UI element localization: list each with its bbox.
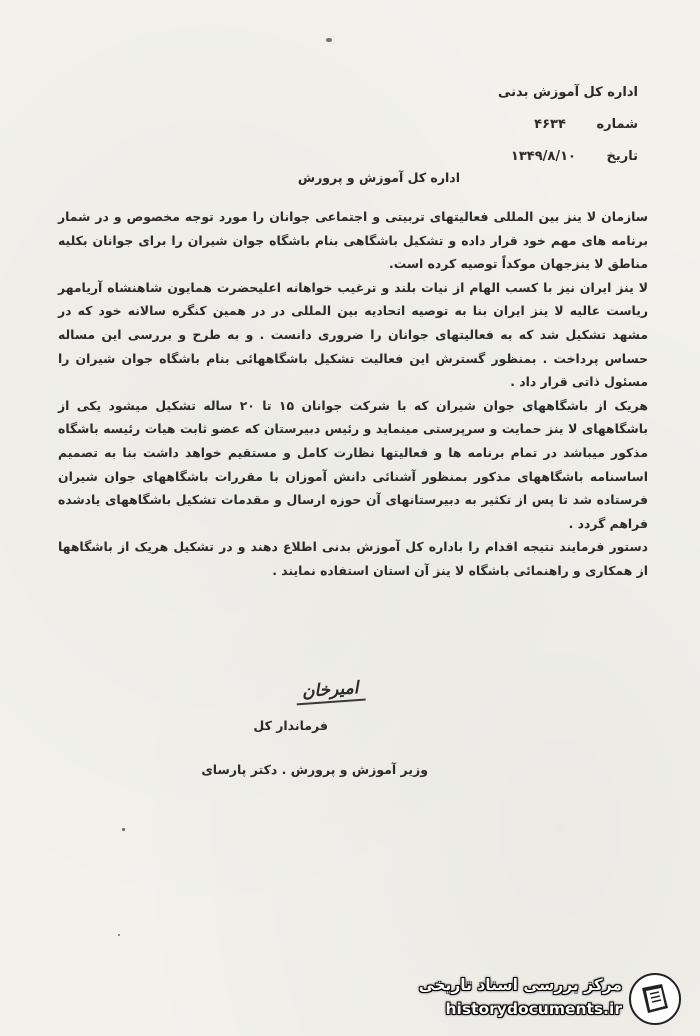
signer-title: فرماندار کل [253,718,328,733]
watermark [384,970,684,1028]
addressee: اداره کل آموزش و پرورش [297,170,460,185]
book-icon [628,972,682,1026]
handwritten-signature: امیرخان [295,678,365,706]
number-value: ۴۶۳۴ [534,117,566,132]
body-paragraph: دستور فرمایند نتیجه اقدام را باداره کل آموزش بدنی اطلاع دهند و در تشکیل هریک از باشگاهها از همکاری و راهنمائی باشگاه لا ینز آن استان استفاده نمایند . [58,539,648,578]
number-label: شماره [596,117,638,132]
ink-speck [118,934,120,936]
body-paragraph: سازمان لا ینز بین المللی فعالیتهای تربیتی و اجتماعی جوانان را مورد توجه مخصوص و در شمار برنامه های مهم خود قرار داده و تشکیل باشگاهی بنام باشگاه جوان شیران را برای جوانان بکلیه مناطق لا ینزجهان موکداً توصیه کرده است. [58,209,648,272]
body-paragraph: لا ینز ایران نیز با کسب الهام از نیات بلند و ترغیب خواهانه اعلیحضرت همایون شاهنشاه آریامهر ریاست عالیه لا ینز ایران بنا به توصیه اتحادیه بین المللی در در همین کنگره سالانه خود که در مشهد تشکیل شد که به فعالیتهای جوانان را ضروری دانست . و به طرح و بررسی این مساله حساس پرداخت . بمنظور گسترش این فعالیت تشکیل باشگاههائی بنام باشگاه جوان شیران را مسئول ذاتی قرار داد . [58,279,648,390]
letter-body [58,205,648,583]
ink-speck [122,828,125,831]
date-value: ۱۳۴۹/۸/۱۰ [510,149,576,164]
letterhead-office [498,78,638,108]
office-name: اداره کل آموزش بدنی [498,85,638,100]
watermark-title: مرکز بررسی اسناد تاریخی [418,976,622,994]
minister-line: وزیر آموزش و پرورش . دکتر پارسای [201,762,428,777]
body-paragraph: هریک از باشگاههای جوان شیران که با شرکت جوانان ۱۵ تا ۲۰ ساله تشکیل میشود یکی از باشگاههای لا ینز حمایت و سرپرستی مینماید و رئیس دبیرستان که عضو ثابت هیات رئیسه باشگاه مذکور میباشد در تمام برنامه ها و فعالیتها نظارت کامل و مستقیم خواهد داشت بنا به تصمیم اساسنامه باشگاههای مذکور بمنظور آشنائی دانش آموزان با مقررات باشگاههای جوان شیران فرستاده شد تا پس از تکثیر به دبیرستانهای آن حوزه ارسال و مقدمات تشکیل باشگاههای یادشده فراهم گردد . [58,397,648,531]
letterhead-number [534,110,638,140]
date-label: تاریخ [606,149,638,164]
letterhead-date [511,142,638,172]
ink-speck [326,38,332,42]
watermark-url: historydocuments.ir [445,1000,622,1018]
